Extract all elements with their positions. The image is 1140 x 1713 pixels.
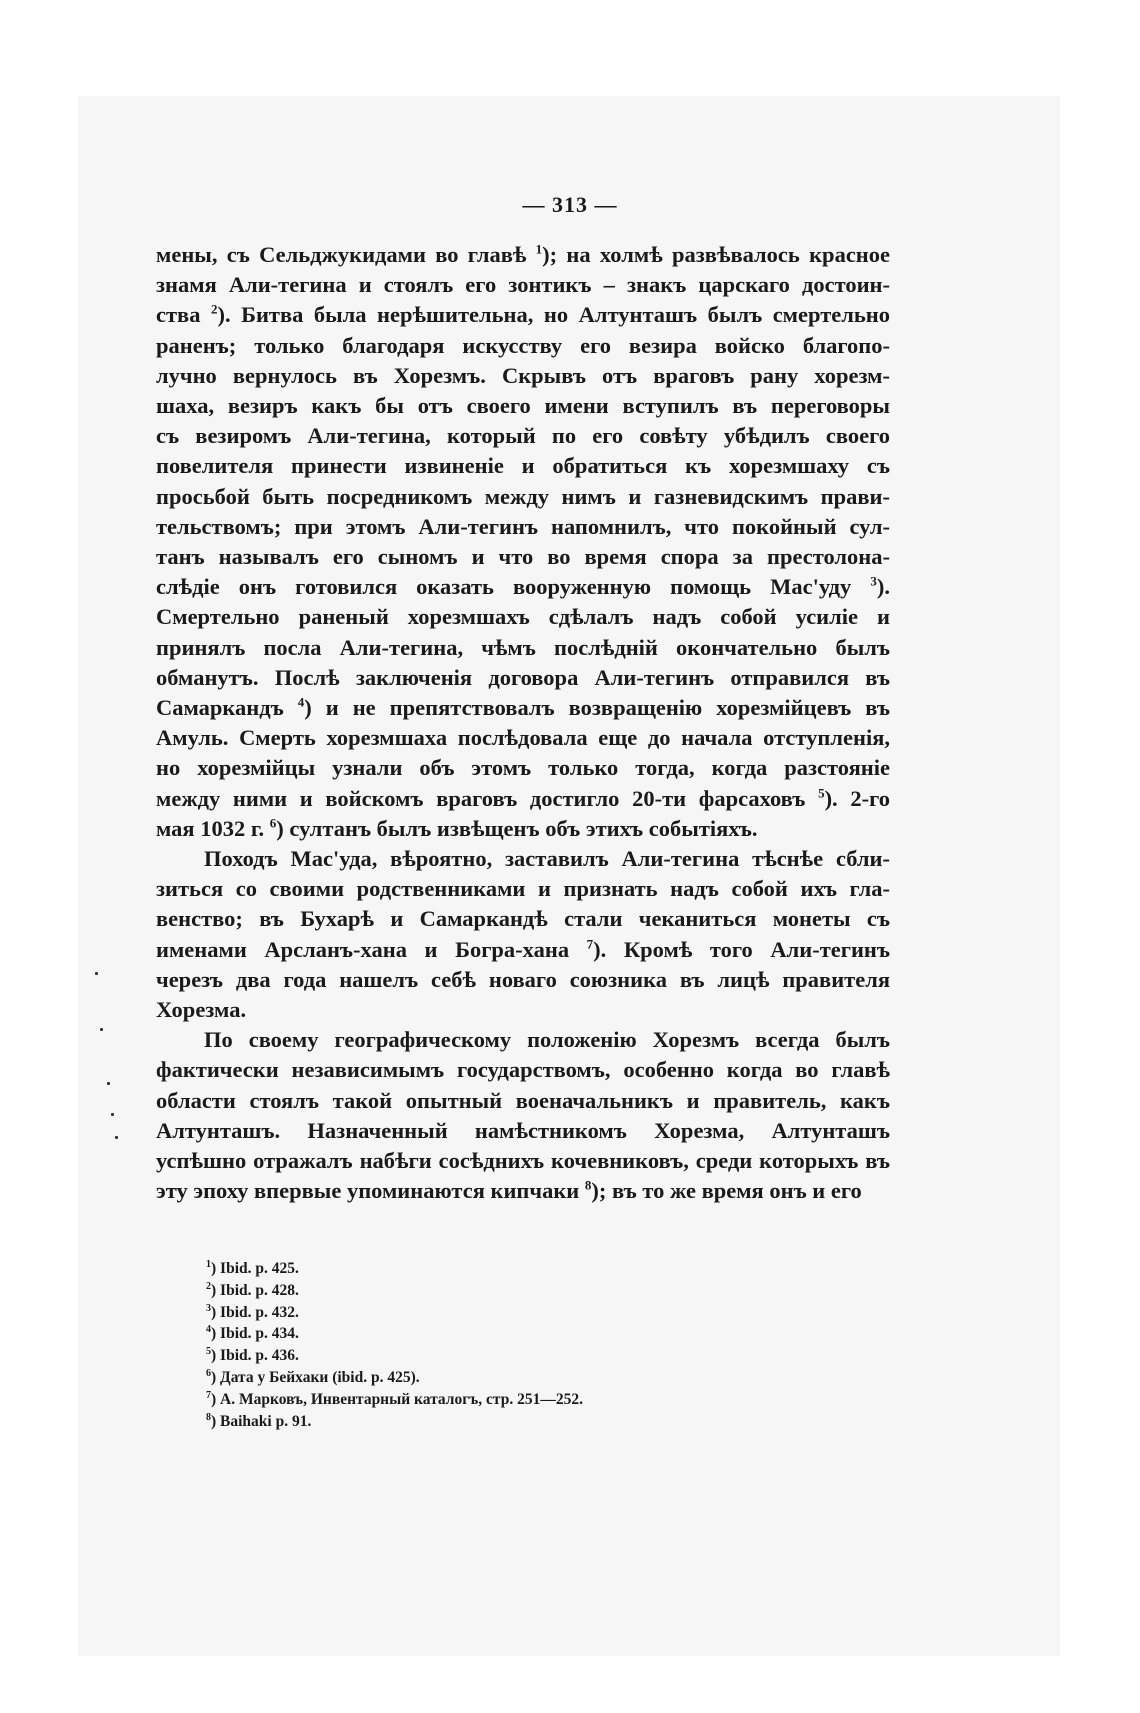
text-line <box>156 844 890 874</box>
text-line <box>156 663 890 693</box>
text-line <box>156 784 890 814</box>
footnote-ref: 4 <box>297 694 305 710</box>
text-segment: ). Кромѣ того Али-тегинъ <box>593 936 891 962</box>
text-segment: мены, съ Сельджукидами во главѣ <box>156 242 536 267</box>
footnote-ref: 1 <box>535 241 543 257</box>
text-segment: черезъ два года нашелъ себѣ новаго союзника въ лицѣ правителя <box>156 966 890 992</box>
margin-mark <box>107 1082 110 1085</box>
footnote <box>206 1367 806 1389</box>
text-line <box>156 874 890 904</box>
text-segment: Смертельно раненый хорезмшахъ сдѣлалъ надъ собой усиліе и <box>156 604 890 630</box>
text-segment: Амуль. Смерть хорезмшаха послѣдовала еще до начала отступленія, <box>156 725 890 751</box>
footnote-text: ) Ibid. p. 428. <box>211 1281 299 1299</box>
footnote-ref: 8 <box>584 1177 592 1193</box>
footnote <box>206 1258 806 1280</box>
footnote-number: 6 <box>206 1367 211 1379</box>
text-line <box>156 1116 890 1146</box>
text-segment: слѣдіе онъ готовился оказать вооруженную помощь Мас'уду <box>156 574 871 600</box>
footnote-ref: 6 <box>269 815 277 831</box>
text-line <box>156 451 890 481</box>
footnote <box>206 1389 806 1411</box>
text-segment: ) и не препятствовалъ возвращенію хорезмійцевъ въ <box>304 695 890 721</box>
text-line <box>156 723 890 753</box>
text-line <box>156 1025 890 1055</box>
text-segment: тельствомъ; при этомъ Али-тегинъ напомнилъ, что покойный сул- <box>156 513 890 539</box>
text-line <box>156 965 890 995</box>
text-line <box>156 1055 890 1085</box>
footnote <box>206 1323 806 1345</box>
text-line <box>156 753 890 783</box>
footnote-number: 5 <box>206 1346 211 1358</box>
text-segment: венство; въ Бухарѣ и Самаркандѣ стали чеканиться монеты съ <box>156 906 890 932</box>
text-segment: раненъ; только благодаря искусству его везира войско благопо- <box>156 332 890 358</box>
text-segment: эту эпоху впервые упоминаются кипчаки <box>156 1178 585 1204</box>
margin-mark <box>115 1136 118 1139</box>
margin-mark <box>95 972 98 975</box>
footnote-text: ) Дата у Бейхаки (ibid. p. 425). <box>211 1368 420 1386</box>
footnotes <box>206 1258 806 1432</box>
text-line <box>156 482 890 512</box>
footnote <box>206 1280 806 1302</box>
text-line <box>156 602 890 632</box>
text-segment: По своему географическому положенію Хорезмъ всегда былъ <box>204 1027 890 1053</box>
text-line <box>156 240 890 270</box>
margin-mark <box>111 1113 114 1116</box>
text-segment: повелителя принести извиненіе и обратиться къ хорезмшаху съ <box>156 453 890 479</box>
text-line <box>156 1086 890 1116</box>
footnote-number: 7 <box>206 1389 211 1401</box>
text-segment: съ везиромъ Али-тегина, который по его совѣту убѣдилъ своего <box>156 423 890 449</box>
footnote-number: 4 <box>206 1324 211 1336</box>
text-segment: шаха, везиръ какъ бы отъ своего имени вступилъ въ переговоры <box>156 393 890 419</box>
footnote-text: ) Ibid. p. 425. <box>211 1260 299 1277</box>
footnote-text: ) Ibid. p. 432. <box>211 1303 299 1321</box>
text-line <box>156 361 890 391</box>
text-line <box>156 421 890 451</box>
footnote <box>206 1411 806 1433</box>
footnote <box>206 1345 806 1367</box>
text-segment: обманутъ. Послѣ заключенія договора Али-тегинъ отправился въ <box>156 664 890 690</box>
text-segment: именами Арсланъ-хана и Богра-хана <box>156 936 587 962</box>
text-segment: области стоялъ такой опытный военачальникъ и правитель, какъ <box>156 1087 890 1113</box>
text-line <box>156 270 890 300</box>
text-line <box>156 814 890 844</box>
body-text <box>156 240 890 1207</box>
text-segment: ); въ то же время онъ и его <box>591 1178 862 1204</box>
footnote-text: ) Ibid. p. 434. <box>211 1325 299 1343</box>
text-segment: ). Битва была нерѣшительна, но Алтунташъ былъ смертельно <box>217 302 890 328</box>
text-segment: но хорезмійцы узнали объ этомъ только тогда, когда разстояніе <box>156 755 890 781</box>
text-segment: между ними и войскомъ враговъ достигло 20-ти фарсаховъ <box>156 785 819 811</box>
footnote-number: 3 <box>206 1302 211 1314</box>
footnote-text: ) Ibid. p. 436. <box>211 1347 299 1365</box>
text-segment: Алтунташъ. Назначенный намѣстникомъ Хорезма, Алтунташъ <box>156 1117 890 1143</box>
footnote-text: ) А. Марковъ, Инвентарный каталогъ, стр. 251—252. <box>211 1390 583 1408</box>
text-line <box>156 904 890 934</box>
text-segment: ); на холмѣ развѣвалось красное <box>542 242 891 267</box>
text-line <box>156 572 890 602</box>
footnote-number: 1 <box>206 1258 211 1270</box>
margin-mark <box>100 1028 103 1031</box>
footnote-number: 2 <box>206 1280 211 1292</box>
text-line <box>156 391 890 421</box>
text-segment: зиться со своими родственниками и признать надъ собой ихъ гла- <box>156 876 890 902</box>
text-segment: просьбой быть посредникомъ между нимъ и газневидскимъ прави- <box>156 483 890 509</box>
text-segment: ства <box>156 302 211 328</box>
text-line <box>156 1176 890 1206</box>
text-segment: принялъ посла Али-тегина, чѣмъ послѣдній окончательно былъ <box>156 634 890 660</box>
text-line <box>156 1146 890 1176</box>
footnote-text: ) Baihaki p. 91. <box>211 1412 312 1430</box>
text-line <box>156 300 890 330</box>
text-line <box>156 935 890 965</box>
text-segment: лучно вернулось въ Хорезмъ. Скрывъ отъ враговъ рану хорезм- <box>156 362 890 388</box>
footnote-ref: 5 <box>818 785 825 801</box>
text-segment: успѣшно отражалъ набѣги сосѣднихъ кочевниковъ, среди которыхъ въ <box>156 1148 890 1174</box>
text-line <box>156 633 890 663</box>
text-segment: Хорезма. <box>156 997 247 1023</box>
footnote-ref: 2 <box>210 301 218 317</box>
text-line <box>156 512 890 542</box>
text-segment: Походъ Мас'уда, вѣроятно, заставилъ Али-тегина тѣснѣе сбли- <box>204 846 890 872</box>
text-segment: Самаркандъ <box>156 695 298 721</box>
footnote <box>206 1302 806 1324</box>
text-segment: фактически независимымъ государствомъ, особенно когда во главѣ <box>156 1057 890 1083</box>
text-line <box>156 693 890 723</box>
text-segment: ). 2-го <box>824 785 890 811</box>
text-line <box>156 331 890 361</box>
text-segment: ) султанъ былъ извѣщенъ объ этихъ событіяхъ. <box>276 815 758 841</box>
footnote-ref: 3 <box>870 573 877 589</box>
text-segment: знамя Али-тегина и стоялъ его зонтикъ – знакъ царскаго достоин- <box>156 272 890 298</box>
text-segment: танъ называлъ его сыномъ и что во время спора за престолона- <box>156 544 890 570</box>
footnote-number: 8 <box>206 1411 211 1423</box>
footnote-ref: 7 <box>586 936 594 952</box>
text-line <box>156 542 890 572</box>
text-segment: ). <box>876 574 890 600</box>
page-number: — 313 — <box>522 192 618 217</box>
text-segment: мая 1032 г. <box>156 815 270 841</box>
text-line <box>156 995 890 1025</box>
